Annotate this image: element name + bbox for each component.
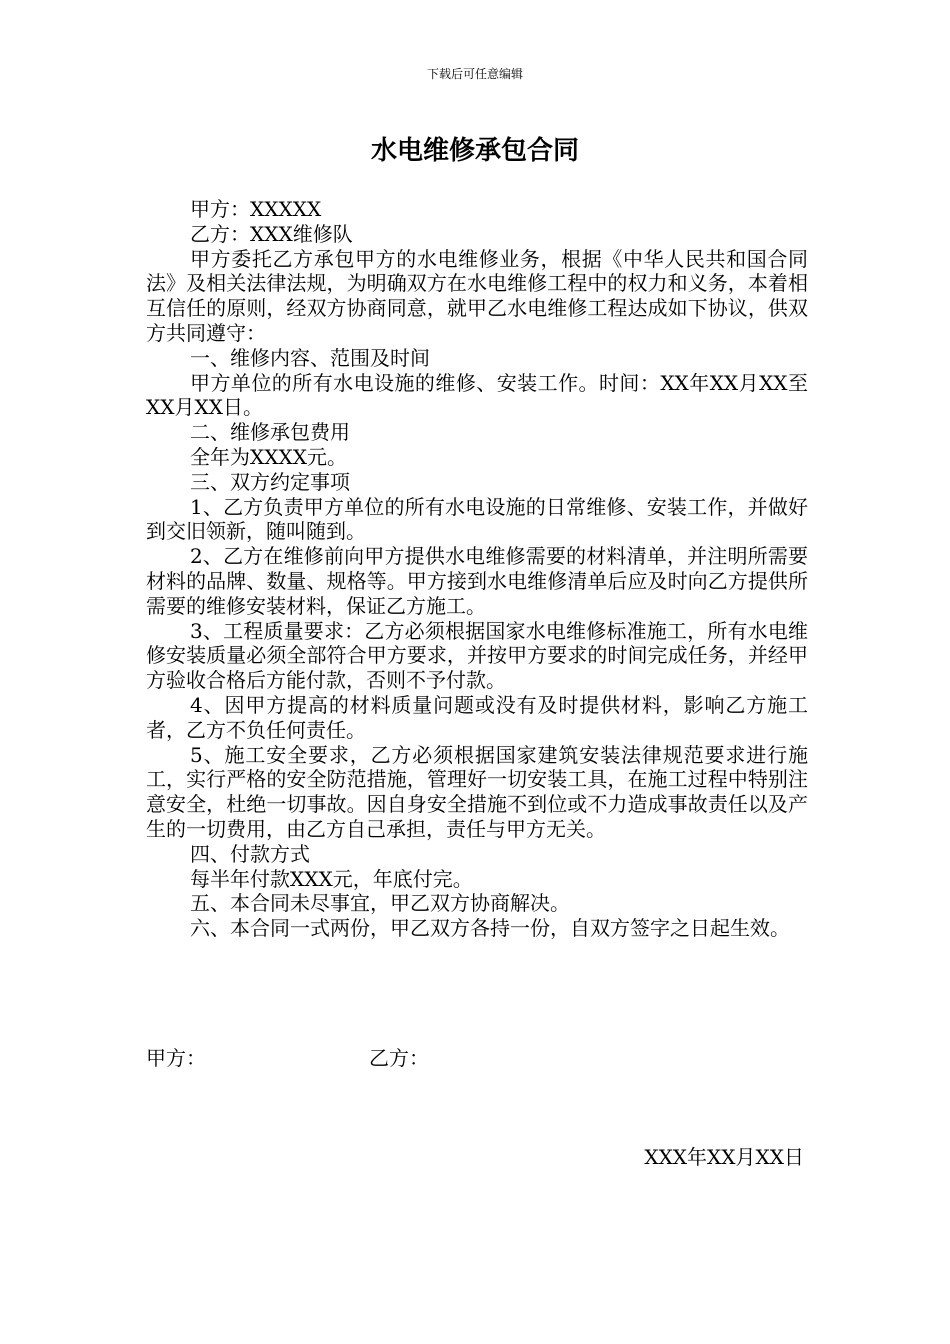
paragraph-term-2: 2、乙方在维修前向甲方提供水电维修需要的材料清单，并注明所需要材料的品牌、数量、规格等。甲方接到水电维修清单后应及时向乙方提供所需要的维修安装材料，保证乙方施工。 <box>146 544 808 618</box>
paragraph-clause-5: 五、本合同未尽事宜，甲乙双方协商解决。 <box>190 891 570 916</box>
paragraph-term-4: 4、因甲方提高的材料质量问题或没有及时提供材料，影响乙方施工者，乙方不负任何责任。 <box>146 692 808 742</box>
paragraph-preamble: 甲方委托乙方承包甲方的水电维修业务，根据《中华人民共和国合同法》及相关法律法规，为明确双方在水电维修工程中的权力和义务，本着相互信任的原则，经双方协商同意，就甲乙水电维修工程达成如下协议，供双方共同遵守： <box>146 246 808 345</box>
paragraph-scope: 甲方单位的所有水电设施的维修、安装工作。时间：XX年XX月XX至XX月XX日。 <box>146 370 808 420</box>
paragraph-fee: 全年为XXXX元。 <box>190 444 347 469</box>
paragraph-party-b: 乙方：XXX维修队 <box>190 221 353 246</box>
paragraph-term-1: 1、乙方负责甲方单位的所有水电设施的日常维修、安装工作，并做好到交旧领新，随叫随到。 <box>146 494 808 544</box>
signature-row <box>146 1046 808 1071</box>
paragraph-term-5: 5、施工安全要求，乙方必须根据国家建筑安装法律规范要求进行施工，实行严格的安全防范措施，管理好一切安装工具，在施工过程中特别注意安全，杜绝一切事故。因自身安全措施不到位或不力造成事故责任以及产生的一切费用，由乙方自己承担，责任与甲方无关。 <box>146 742 808 841</box>
paragraph-payment: 每半年付款XXX元，年底付完。 <box>190 866 473 891</box>
paragraph-term-3: 3、工程质量要求：乙方必须根据国家水电维修标准施工，所有水电维修安装质量必须全部符合甲方要求，并按甲方要求的时间完成任务，并经甲方验收合格后方能付款，否则不予付款。 <box>146 618 808 693</box>
contract-body <box>146 197 808 941</box>
section-heading-payment: 四、付款方式 <box>190 841 310 866</box>
header-note: 下载后可任意编辑 <box>426 67 523 81</box>
section-heading-terms: 三、双方约定事项 <box>190 469 350 494</box>
signature-date: XXX年XX月XX日 <box>644 1145 804 1169</box>
signature-party-b: 乙方： <box>369 1046 429 1070</box>
paragraph-party-a: 甲方：XXXXX <box>190 197 322 221</box>
section-heading-fee: 二、维修承包费用 <box>190 420 350 445</box>
paragraph-clause-6: 六、本合同一式两份，甲乙双方各持一份，自双方签字之日起生效。 <box>190 916 790 941</box>
signature-party-a: 甲方： <box>146 1046 206 1070</box>
document-title: 水电维修承包合同 <box>370 136 579 166</box>
section-heading-scope: 一、维修内容、范围及时间 <box>190 345 430 370</box>
